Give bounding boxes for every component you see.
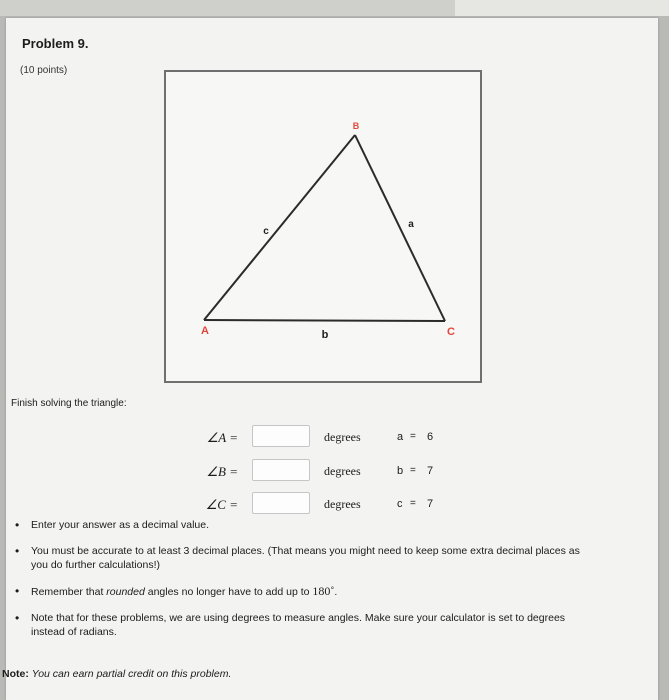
answer-row-a	[6, 425, 658, 451]
bullet-accuracy-line2: you do further calculations!)	[31, 559, 160, 571]
answer-row-b	[6, 459, 658, 485]
note-text: You can earn partial credit on this problem.	[31, 668, 232, 680]
side-a-value: 6	[427, 431, 434, 443]
side-c-equals: =	[410, 498, 416, 509]
side-a-edge	[355, 135, 445, 321]
side-label-c: c	[263, 226, 269, 237]
bullet-rounded-em: rounded	[106, 586, 145, 598]
bullet-rounded-pre: Remember that	[31, 586, 107, 598]
bullet-accuracy-line1: You must be accurate to at least 3 decimal places. (That means you might need to keep some extra decimal places as	[31, 545, 580, 557]
side-c-name: c	[397, 498, 403, 510]
angle-a-label: ∠A =	[206, 430, 238, 445]
list-item	[11, 518, 647, 532]
angle-a-input[interactable]	[252, 425, 310, 447]
problem-title: Problem 9.	[22, 36, 89, 51]
vertex-label-a: A	[201, 325, 209, 337]
angle-b-input[interactable]	[252, 459, 310, 481]
list-item	[11, 544, 647, 572]
bullet-degrees-line1: Note that for these problems, we are using degrees to measure angles. Make sure your calculator is set to degrees	[31, 612, 566, 624]
side-label-a: a	[408, 219, 414, 230]
bullet-rounded-mid: angles no longer have to add up to	[144, 586, 313, 598]
side-c-value: 7	[427, 498, 434, 510]
angle-b-label: ∠B =	[206, 464, 238, 479]
list-item	[11, 611, 647, 639]
vertex-label-b: B	[352, 121, 360, 131]
bullet-rounded-math: 180˚	[312, 584, 335, 598]
side-b-equals: =	[410, 465, 416, 476]
browser-top-bar	[0, 0, 669, 16]
answer-row-c	[6, 492, 658, 518]
side-c-edge	[204, 135, 355, 320]
angle-a-unit: degrees	[324, 430, 361, 444]
vertex-label-c: C	[447, 326, 455, 338]
angle-c-input[interactable]	[252, 492, 310, 514]
problem-page	[2, 18, 658, 700]
side-a-equals: =	[410, 431, 416, 442]
side-b-name: b	[397, 465, 404, 477]
side-label-b: b	[321, 329, 329, 341]
side-a-name: a	[397, 431, 404, 443]
list-item	[11, 584, 647, 599]
bullet-rounded-post: .	[334, 586, 338, 598]
triangle-diagram	[166, 72, 480, 381]
angle-c-label: ∠C =	[205, 497, 238, 512]
instruction-text: Finish solving the triangle:	[11, 398, 127, 409]
browser-tab[interactable]	[455, 0, 669, 16]
angle-c-unit: degrees	[324, 497, 361, 511]
triangle-figure	[164, 70, 482, 383]
partial-credit-note	[2, 668, 231, 680]
instructions-list	[11, 518, 647, 639]
side-b-edge	[204, 320, 445, 321]
note-label: Note:	[2, 668, 29, 680]
bullet-decimal-text: Enter your answer as a decimal value.	[31, 519, 210, 531]
side-b-value: 7	[427, 465, 434, 477]
bullet-degrees-line2: instead of radians.	[31, 626, 117, 638]
angle-b-unit: degrees	[324, 464, 361, 478]
problem-points: (10 points)	[20, 65, 68, 76]
